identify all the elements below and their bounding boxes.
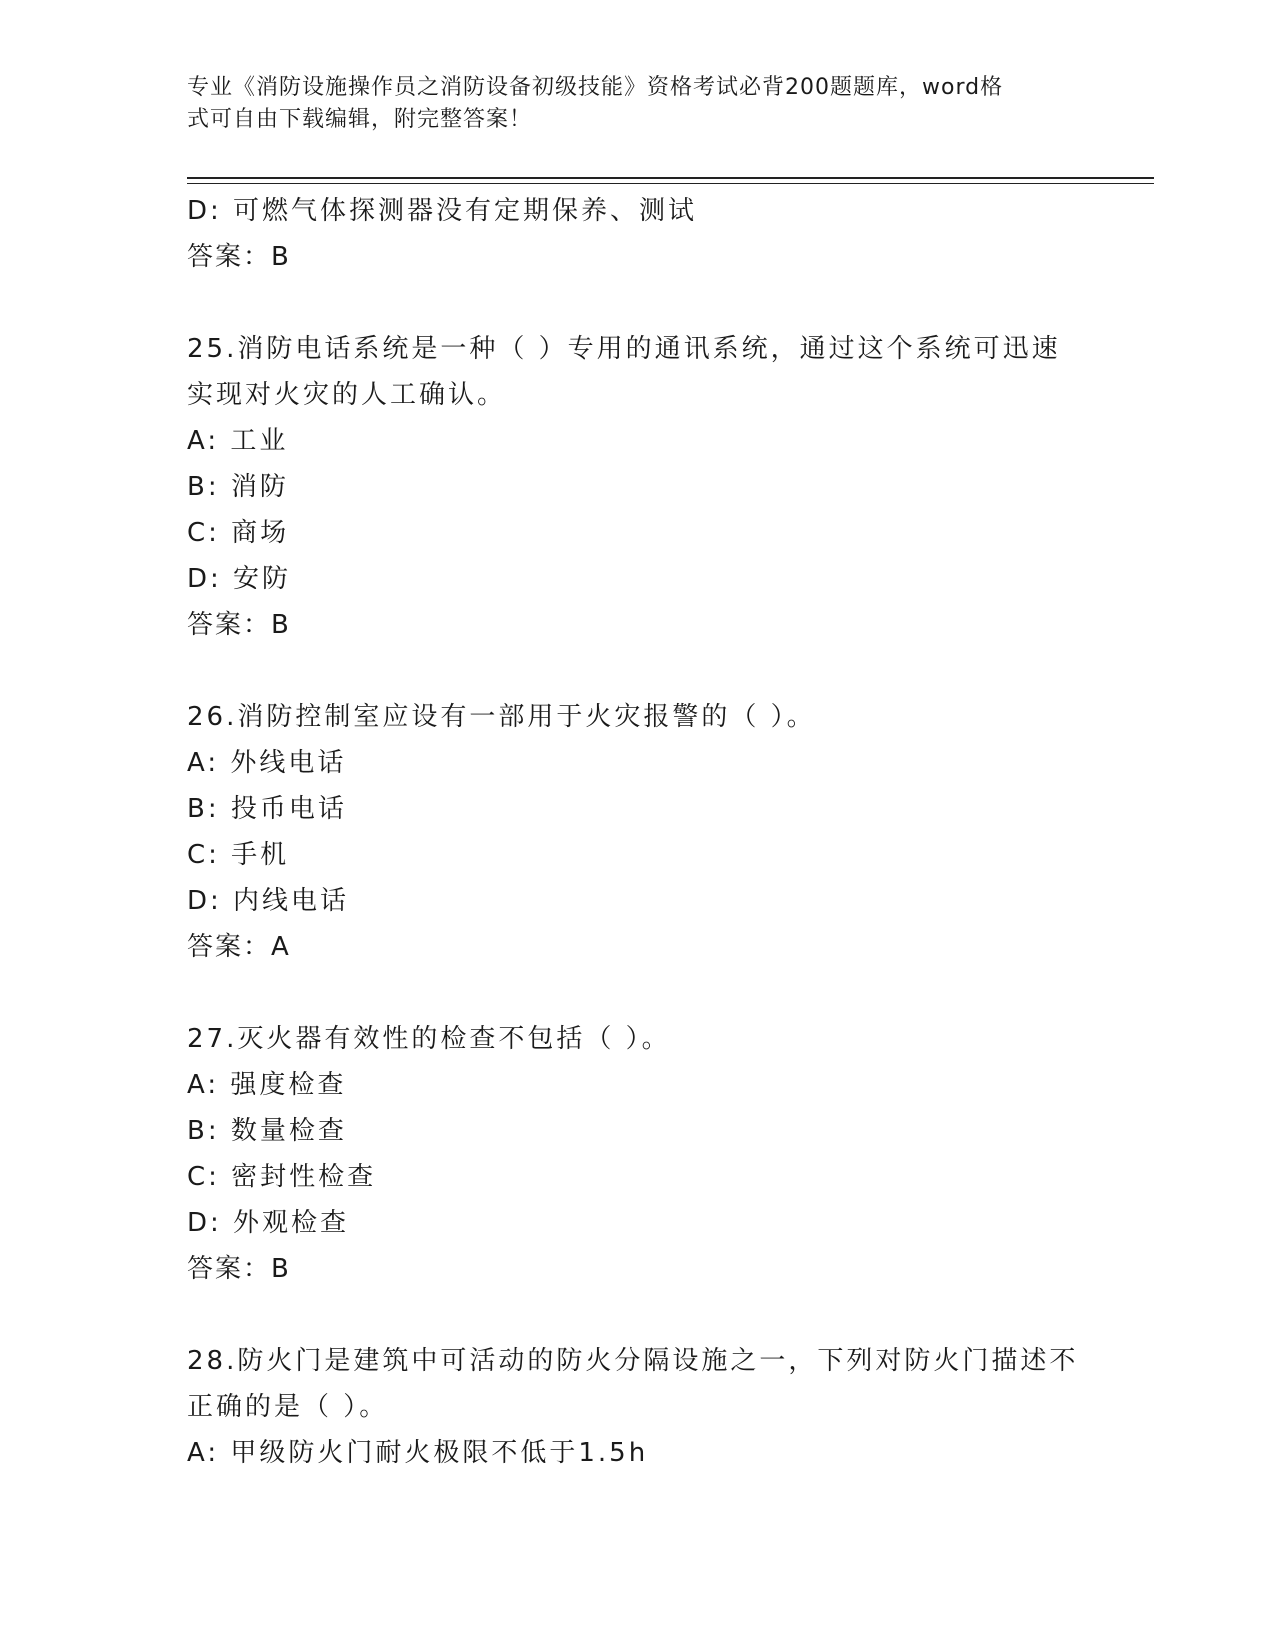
option-a: A: 甲级防火门耐火极限不低于1.5h (187, 1438, 649, 1468)
header-line-2: 式可自由下载编辑，附完整答案！ (187, 107, 533, 132)
spacer (187, 280, 1087, 326)
answer: 答案：A (187, 932, 291, 962)
question-28 (187, 1338, 1087, 1476)
question-25 (187, 326, 1087, 648)
option-a: A: 强度检查 (187, 1070, 347, 1100)
option-b: B: 投币电话 (187, 794, 347, 824)
option-b: B: 数量检查 (187, 1116, 347, 1146)
option-a: A: 外线电话 (187, 748, 347, 778)
option-d: D: 安防 (187, 564, 292, 594)
option-c: C: 密封性检查 (187, 1162, 377, 1192)
answer: 答案：B (187, 610, 291, 640)
option-d: D: 内线电话 (187, 886, 350, 916)
question-27 (187, 1016, 1087, 1292)
question-content (187, 188, 1087, 1476)
header-line-1: 专业《消防设施操作员之消防设备初级技能》资格考试必背200题题库，word格 (187, 75, 1004, 100)
question-26 (187, 694, 1087, 970)
question-stem-line: 正确的是（ ）。 (187, 1392, 389, 1422)
question-stem-line: 26.消防控制室应设有一部用于火灾报警的（ ）。 (187, 702, 816, 732)
spacer (187, 970, 1087, 1016)
option-c: C: 商场 (187, 518, 290, 548)
answer: 答案：B (187, 1254, 291, 1284)
carryover-answer: 答案：B (187, 242, 291, 272)
option-a: A: 工业 (187, 426, 289, 456)
question-stem-line: 28.防火门是建筑中可活动的防火分隔设施之一，下列对防火门描述不 (187, 1346, 1079, 1376)
option-c: C: 手机 (187, 840, 290, 870)
option-d: D: 外观检查 (187, 1208, 350, 1238)
question-stem-line: 27.灭火器有效性的检查不包括（ ）。 (187, 1024, 671, 1054)
header-divider-thick (187, 177, 1154, 179)
carryover-option-d: D: 可燃气体探测器没有定期保养、测试 (187, 196, 698, 226)
spacer (187, 1292, 1087, 1338)
question-stem-line: 实现对火灾的人工确认。 (187, 380, 507, 410)
page-header (187, 72, 1067, 136)
question-stem-line: 25.消防电话系统是一种（ ）专用的通讯系统，通过这个系统可迅速 (187, 334, 1061, 364)
spacer (187, 648, 1087, 694)
header-divider-thin (187, 183, 1154, 184)
option-b: B: 消防 (187, 472, 289, 502)
